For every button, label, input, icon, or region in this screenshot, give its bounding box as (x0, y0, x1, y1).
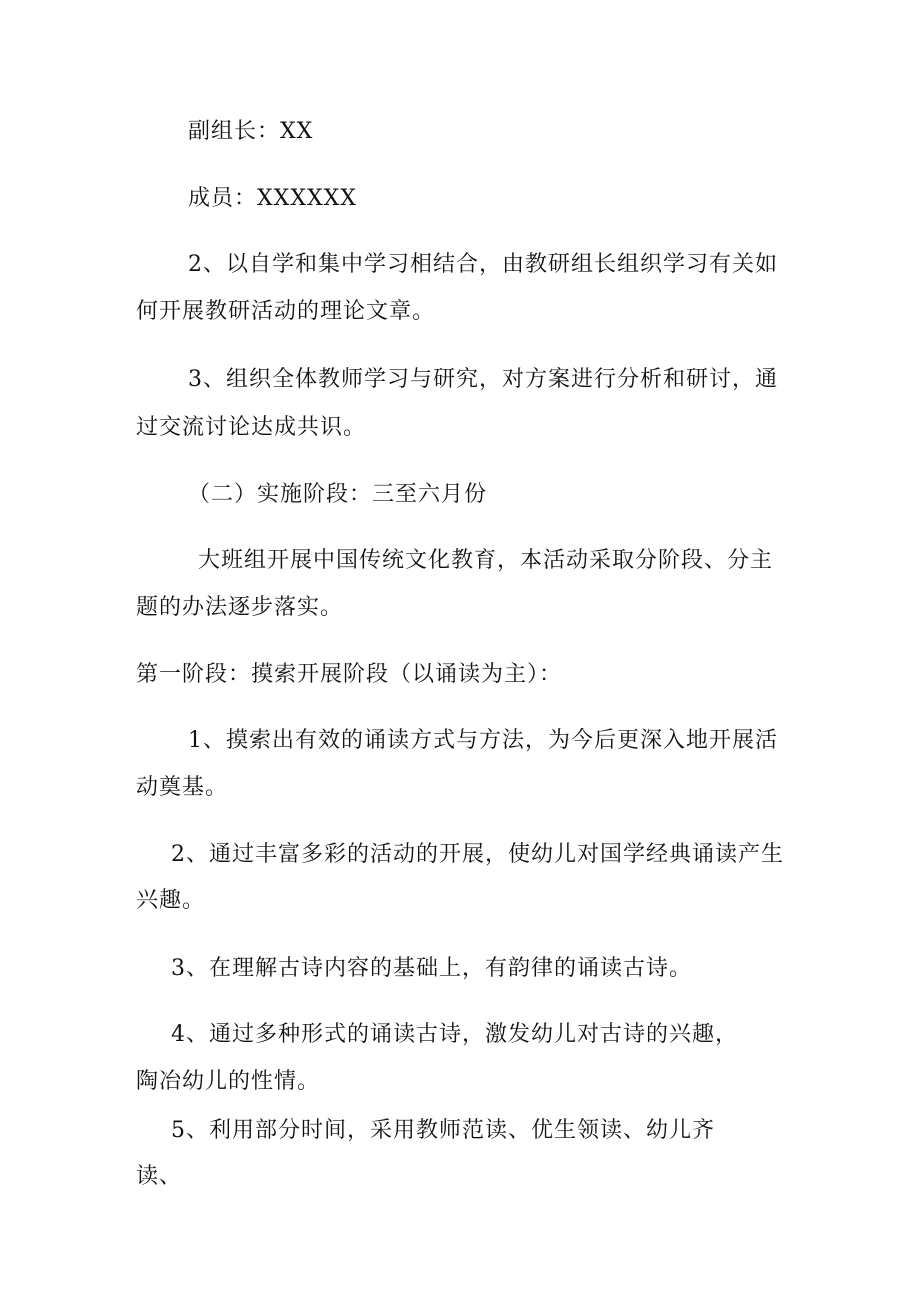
text-line-stage-item-2-a: 2、通过丰富多彩的活动的开展，使幼儿对国学经典诵读产生 (171, 842, 784, 867)
text-line-item-3-b: 过交流讨论达成共识。 (136, 415, 367, 440)
text-line-stage-item-4-b: 陶冶幼儿的性情。 (136, 1069, 321, 1094)
text-line-item-2-a: 2、以自学和集中学习相结合，由教研组长组织学习有关如 (188, 252, 778, 277)
text-line-stage-item-1-a: 1、摸索出有效的诵读方式与方法，为今后更深入地开展活 (188, 728, 778, 753)
text-line-item-3-a: 3、组织全体教师学习与研究，对方案进行分析和研讨，通 (188, 367, 778, 392)
text-line-stage-item-5-b: 读、 (136, 1164, 183, 1189)
text-line-stage-item-4-a: 4、通过多种形式的诵读古诗，激发幼儿对古诗的兴趣， (171, 1022, 738, 1047)
text-line-stage-item-2-b: 兴趣。 (136, 888, 206, 913)
text-line-stage-item-3: 3、在理解古诗内容的基础上，有韵律的诵读古诗。 (171, 956, 692, 981)
text-line-stage-one: 第一阶段：摸索开展阶段（以诵读为主）： (136, 662, 563, 687)
text-line-deputy-leader: 副组长：XX (188, 119, 314, 144)
text-line-intro-b: 题的办法逐步落实。 (136, 595, 344, 620)
text-line-intro-a: 大班组开展中国传统文化教育，本活动采取分阶段、分主 (198, 548, 774, 573)
text-line-item-2-b: 何开展教研活动的理论文章。 (136, 299, 436, 324)
text-line-members: 成员：XXXXXX (188, 186, 357, 211)
text-line-stage-item-1-b: 动奠基。 (136, 775, 229, 800)
section-heading-implementation: （二）实施阶段：三至六月份 (188, 482, 488, 507)
text-line-stage-item-5-a: 5、利用部分时间，采用教师范读、优生领读、幼儿齐 (171, 1118, 715, 1143)
